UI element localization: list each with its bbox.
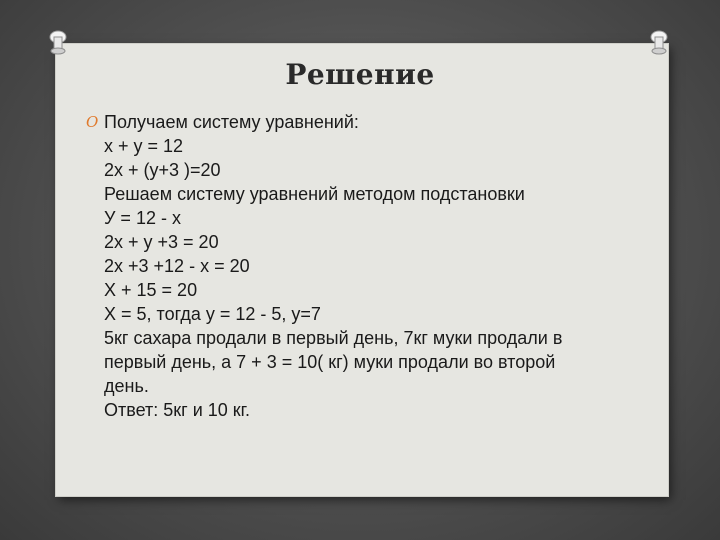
text-line: Получаем систему уравнений: [104, 112, 359, 132]
text-line: 5кг сахара продали в первый день, 7кг муки продали в [104, 328, 563, 348]
bullet-marker: O [86, 113, 99, 131]
text-line: Х + 15 = 20 [104, 280, 198, 300]
pushpin-icon [649, 30, 669, 58]
slide-title: Решение [285, 58, 435, 91]
text-line: первый день, а 7 + 3 = 10( кг) муки продали во второй [104, 352, 556, 372]
text-line: 2х + у +3 = 20 [104, 232, 219, 252]
text-line: Х = 5, тогда у = 12 - 5, у=7 [104, 304, 321, 324]
text-line: Решаем систему уравнений методом подстановки [104, 184, 525, 204]
text-line: 2х +3 +12 - х = 20 [104, 256, 250, 276]
pushpin-icon [48, 30, 68, 58]
text-line: Ответ: 5кг и 10 кг. [104, 400, 251, 420]
text-line: 2х + (у+3 )=20 [104, 160, 221, 180]
solution-text [104, 110, 644, 422]
text-line: У = 12 - х [104, 208, 181, 228]
text-line: х + у = 12 [104, 136, 184, 156]
text-line: день. [104, 376, 149, 396]
